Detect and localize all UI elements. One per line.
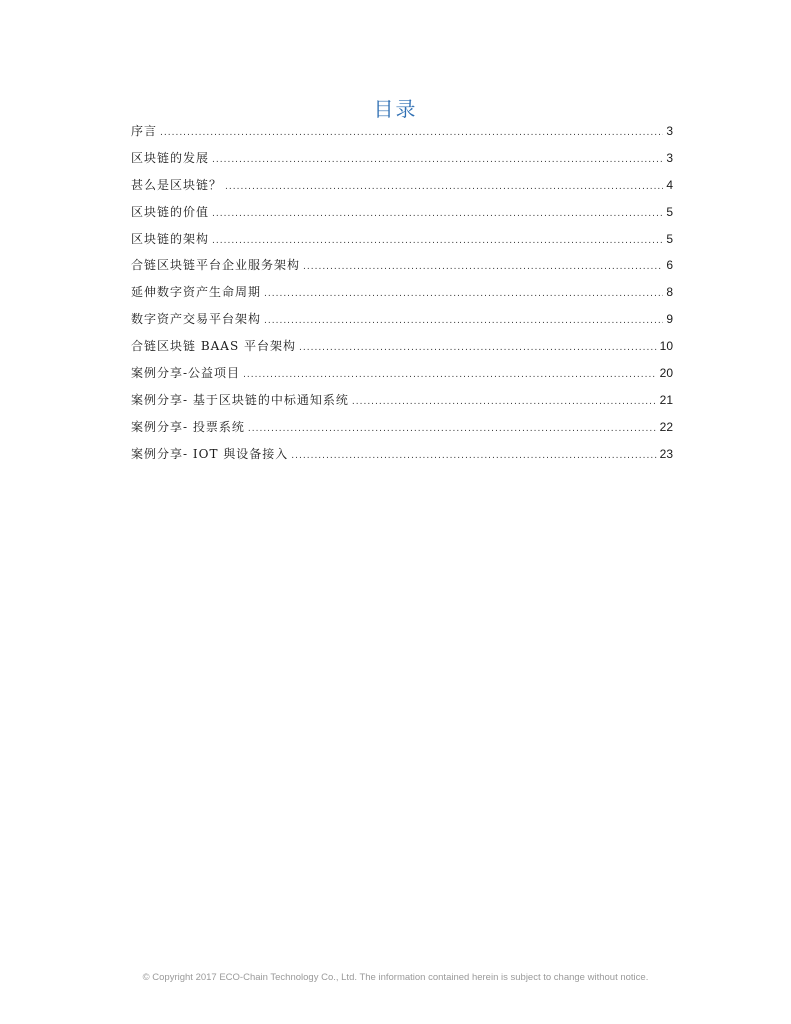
toc-entry[interactable] — [131, 230, 673, 257]
toc-entry-label: 区块链的发展 — [131, 150, 210, 165]
toc-leader — [264, 312, 663, 330]
toc-entry[interactable] — [131, 283, 673, 310]
toc-entry-label: 区块链的架构 — [131, 231, 210, 246]
toc-entry-page: 20 — [659, 366, 673, 381]
toc-entry-label: 案例分享- 基于区块链的中标通知系统 — [131, 392, 349, 407]
toc-entry-label: 案例分享- IOT 與设备接入 — [131, 446, 289, 461]
toc-entry-page: 8 — [666, 285, 673, 300]
toc-entry-label: 合链区块链平台企业服务架构 — [131, 258, 301, 273]
toc-entry-label: 案例分享-公益项目 — [131, 366, 241, 381]
toc-entry[interactable] — [131, 418, 673, 445]
toc-leader — [264, 285, 663, 303]
toc-entry-page: 21 — [659, 392, 673, 407]
toc-leader — [303, 258, 663, 276]
toc-entry-label: 区块链的价值 — [131, 204, 210, 219]
toc-leader — [291, 447, 656, 465]
toc-entry-page: 3 — [666, 150, 673, 165]
toc-leader — [160, 124, 663, 142]
toc-entry-page: 6 — [666, 258, 673, 273]
toc-entry[interactable] — [131, 149, 673, 176]
toc-entry-page: 22 — [659, 419, 673, 434]
toc-entry-page: 5 — [666, 204, 673, 219]
toc-entry-label: 合链区块链 BAAS 平台架构 — [131, 339, 297, 354]
toc-leader — [212, 205, 663, 223]
toc-entry[interactable] — [131, 391, 673, 418]
toc-entry[interactable] — [131, 310, 673, 337]
toc-leader — [243, 366, 657, 384]
toc-entry[interactable] — [131, 122, 673, 149]
toc-entry-page: 10 — [659, 339, 673, 354]
toc-leader — [248, 420, 657, 438]
toc-entry[interactable] — [131, 337, 673, 364]
toc-entry[interactable] — [131, 176, 673, 203]
toc-entry-page: 5 — [666, 231, 673, 246]
toc-entry-label: 甚么是区块链？ — [131, 177, 223, 192]
toc-entry[interactable] — [131, 364, 673, 391]
toc-entry-label: 案例分享- 投票系统 — [131, 419, 245, 434]
toc-entry[interactable] — [131, 445, 673, 472]
toc-leader — [225, 178, 663, 196]
toc-title: 目录 — [373, 97, 418, 121]
toc-leader — [299, 339, 657, 357]
toc-list — [131, 122, 673, 472]
toc-entry[interactable] — [131, 203, 673, 230]
toc-entry-page: 3 — [666, 124, 673, 138]
toc-leader — [212, 151, 663, 169]
toc-entry-page: 23 — [659, 446, 673, 461]
toc-entry[interactable] — [131, 256, 673, 283]
toc-entry-label: 序言 — [131, 124, 158, 138]
toc-leader — [352, 393, 657, 411]
copyright-footer: © Copyright 2017 ECO-Chain Technology Co., Ltd. The information contained herein is subject to change without notice. — [142, 972, 649, 983]
toc-entry-page: 4 — [666, 177, 673, 192]
toc-entry-label: 数字资产交易平台架构 — [131, 312, 262, 327]
toc-leader — [212, 232, 663, 250]
toc-entry-page: 9 — [666, 312, 673, 327]
toc-entry-label: 延伸数字资产生命周期 — [131, 285, 262, 300]
